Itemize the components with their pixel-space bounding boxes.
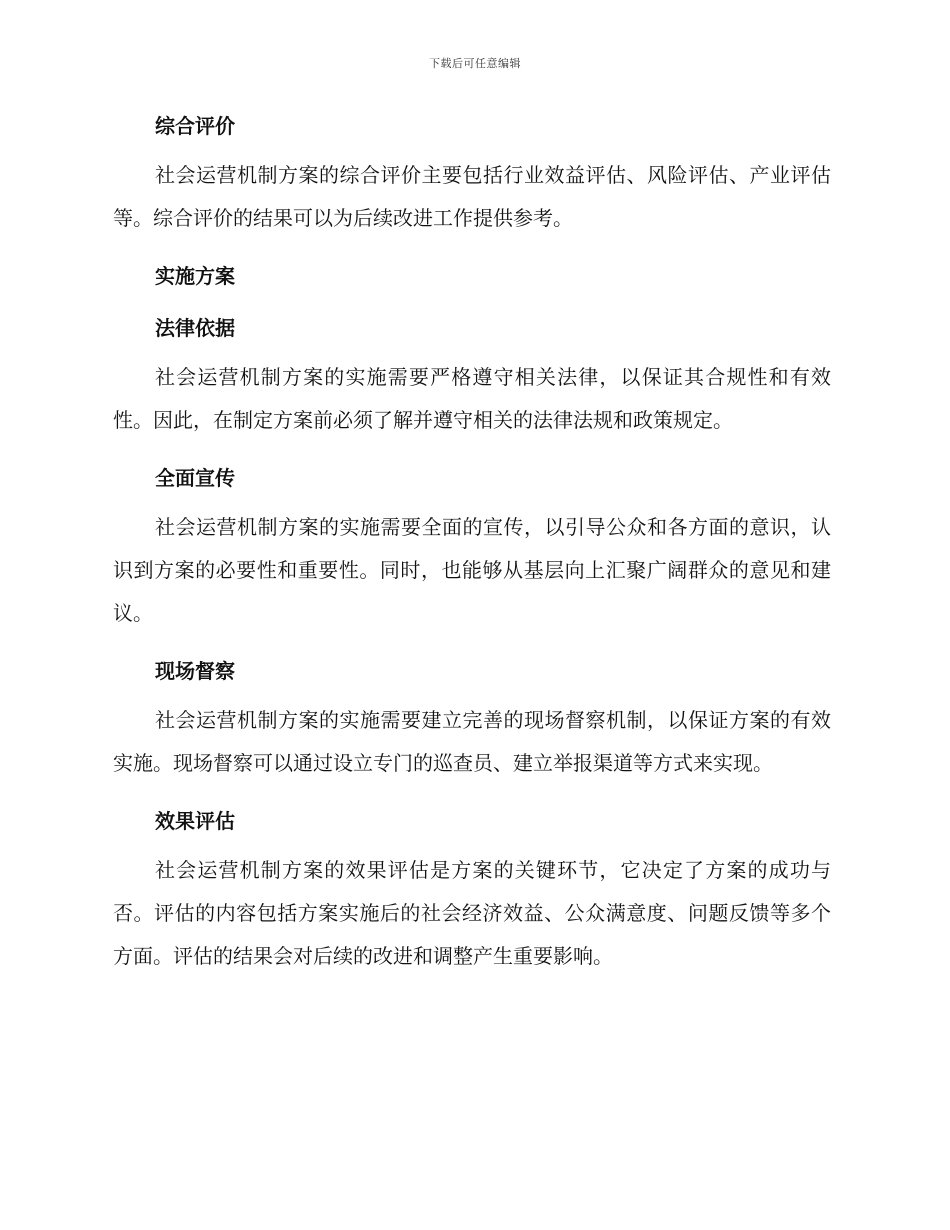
section-paragraph-publicity: 社会运营机制方案的实施需要全面的宣传，以引导公众和各方面的意识，认识到方案的必要性和重要性。同时，也能够从基层向上汇聚广阔群众的意见和建议。 — [113, 515, 831, 625]
section-heading-legal-basis: 法律依据 — [155, 316, 235, 340]
section-heading-implementation-plan: 实施方案 — [155, 264, 235, 288]
section-paragraph-effect-evaluation: 社会运营机制方案的效果评估是方案的关键环节，它决定了方案的成功与否。评估的内容包括方案实施后的社会经济效益、公众满意度、问题反馈等多个方面。评估的结果会对后续的改进和调整产生重要影响。 — [113, 858, 831, 968]
header-note: 下载后可任意编辑 — [429, 57, 521, 70]
section-heading-onsite-inspection: 现场督察 — [155, 659, 235, 683]
section-heading-publicity: 全面宣传 — [155, 466, 235, 490]
section-paragraph-comprehensive-evaluation: 社会运营机制方案的综合评价主要包括行业效益评估、风险评估、产业评估等。综合评价的结果可以为后续改进工作提供参考。 — [113, 163, 831, 230]
document-body — [113, 110, 831, 978]
section-heading-comprehensive-evaluation: 综合评价 — [155, 114, 235, 138]
section-paragraph-onsite-inspection: 社会运营机制方案的实施需要建立完善的现场督察机制，以保证方案的有效实施。现场督察可以通过设立专门的巡查员、建立举报渠道等方式来实现。 — [113, 708, 831, 775]
section-heading-effect-evaluation: 效果评估 — [155, 809, 235, 833]
section-paragraph-legal-basis: 社会运营机制方案的实施需要严格遵守相关法律，以保证其合规性和有效性。因此，在制定方案前必须了解并遵守相关的法律法规和政策规定。 — [113, 365, 831, 432]
